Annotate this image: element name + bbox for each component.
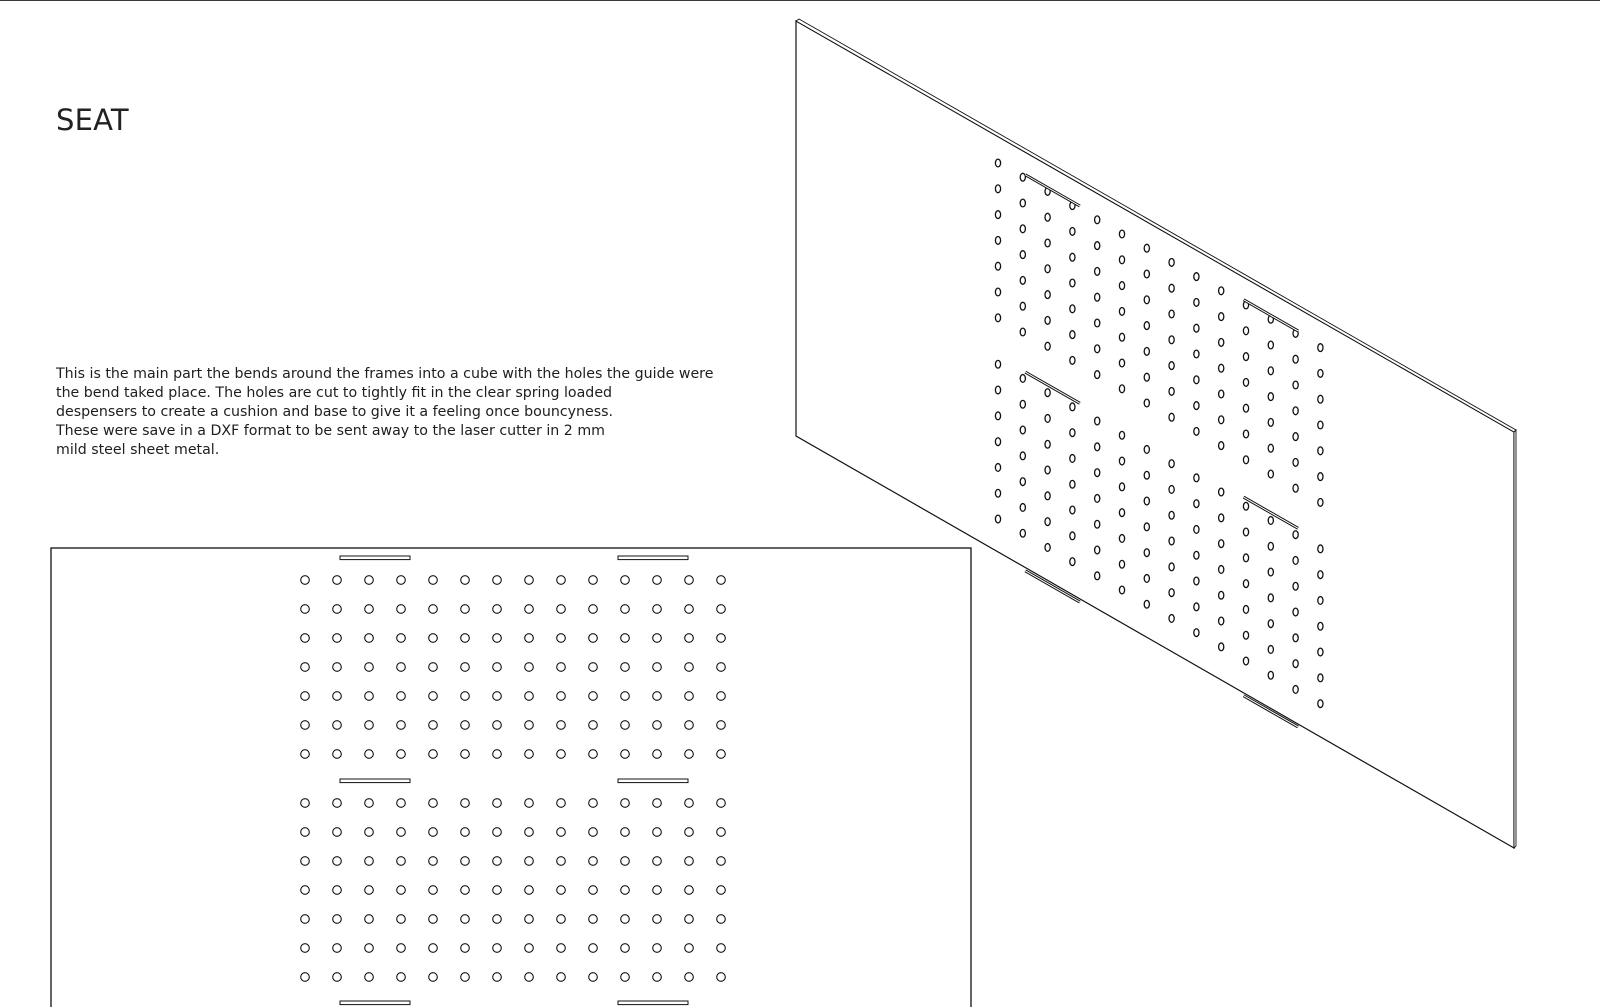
hole [429,692,438,701]
hole [685,634,694,643]
hole [717,692,726,701]
hole [621,799,630,808]
hole [685,576,694,585]
hole [365,828,374,837]
hole [685,799,694,808]
slot-middle [618,779,688,783]
hole [557,799,566,808]
hole [653,828,662,837]
hole [493,576,502,585]
hole [589,857,598,866]
hole [525,692,534,701]
hole [429,915,438,924]
hole [429,944,438,953]
hole [557,973,566,982]
hole [653,692,662,701]
hole [653,915,662,924]
hole [621,915,630,924]
hole [397,750,406,759]
hole [653,973,662,982]
hole [397,886,406,895]
hole [621,663,630,672]
hole [301,721,310,730]
hole [461,886,470,895]
hole [429,576,438,585]
hole [525,857,534,866]
hole [365,857,374,866]
hole [397,634,406,643]
slot-bottom [618,1001,688,1005]
hole [525,799,534,808]
hole [365,663,374,672]
hole [429,721,438,730]
flat-sheet-plan-view [51,548,971,1007]
hole [461,721,470,730]
hole [621,605,630,614]
hole [429,799,438,808]
hole [717,944,726,953]
hole [429,857,438,866]
hole [301,973,310,982]
description-line: the bend taked place. The holes are cut to tightly fit in the clear spring loaded [56,385,613,401]
hole [333,915,342,924]
description-line: despensers to create a cushion and base to give it a feeling once bouncyness. [56,404,614,420]
hole [653,663,662,672]
hole [557,721,566,730]
hole [589,944,598,953]
hole [589,692,598,701]
hole [365,721,374,730]
hole [429,886,438,895]
hole [621,721,630,730]
hole [397,828,406,837]
hole [589,886,598,895]
flat-sheet-outline [51,548,971,1007]
hole [621,828,630,837]
hole [493,634,502,643]
hole [493,886,502,895]
hole [557,692,566,701]
hole [557,915,566,924]
slot-bottom [340,1001,410,1005]
hole [429,973,438,982]
hole [717,799,726,808]
hole [493,721,502,730]
hole [525,605,534,614]
hole [525,944,534,953]
hole [493,973,502,982]
hole [301,634,310,643]
hole [301,576,310,585]
hole [557,857,566,866]
hole [717,973,726,982]
hole [301,605,310,614]
hole [461,605,470,614]
hole [685,886,694,895]
hole [589,750,598,759]
hole [589,973,598,982]
hole [685,857,694,866]
hole [557,663,566,672]
hole [429,634,438,643]
hole [333,576,342,585]
hole [525,634,534,643]
hole [493,857,502,866]
hole [653,944,662,953]
hole [493,605,502,614]
hole [461,692,470,701]
hole [365,692,374,701]
hole [461,634,470,643]
hole [333,799,342,808]
hole [333,663,342,672]
hole [493,692,502,701]
hole [365,634,374,643]
hole [365,944,374,953]
hole [333,692,342,701]
hole [493,750,502,759]
hole [429,828,438,837]
hole [493,828,502,837]
hole [557,944,566,953]
hole [717,576,726,585]
hole [557,886,566,895]
hole [365,605,374,614]
hole [717,605,726,614]
hole [429,663,438,672]
hole [589,634,598,643]
hole [365,576,374,585]
hole [397,857,406,866]
isometric-sheet-face [796,21,1514,848]
hole [493,799,502,808]
hole [621,634,630,643]
hole [461,973,470,982]
hole [525,915,534,924]
hole [397,663,406,672]
hole [397,944,406,953]
hole [685,750,694,759]
hole [333,721,342,730]
hole [301,886,310,895]
hole [397,576,406,585]
hole [621,750,630,759]
hole [557,828,566,837]
hole [621,886,630,895]
hole [685,973,694,982]
hole [365,799,374,808]
hole [333,973,342,982]
hole [461,857,470,866]
hole [717,886,726,895]
hole [621,944,630,953]
hole [493,915,502,924]
hole [589,721,598,730]
hole [461,576,470,585]
hole [653,857,662,866]
hole [621,692,630,701]
hole [493,944,502,953]
hole [685,663,694,672]
page-title: SEAT [56,103,129,137]
hole [397,973,406,982]
hole [397,692,406,701]
hole [333,750,342,759]
hole [301,692,310,701]
hole [557,576,566,585]
hole [525,973,534,982]
hole [301,857,310,866]
isometric-sheet-view [796,19,1516,848]
hole [717,750,726,759]
hole [461,750,470,759]
hole [685,915,694,924]
hole [461,944,470,953]
hole [653,799,662,808]
description-line: This is the main part the bends around the frames into a cube with the holes the guide were [56,366,714,382]
hole [621,576,630,585]
hole [653,750,662,759]
hole [717,915,726,924]
hole [685,721,694,730]
hole [333,634,342,643]
hole [397,799,406,808]
hole [301,828,310,837]
description-line: mild steel sheet metal. [56,442,220,458]
hole [429,750,438,759]
hole [685,944,694,953]
flat-sheet-slots [340,556,688,1005]
hole [589,663,598,672]
slot-top [618,556,688,560]
hole [301,799,310,808]
hole [525,828,534,837]
hole [525,750,534,759]
hole [461,663,470,672]
slot-middle [340,779,410,783]
description-line: These were save in a DXF format to be sent away to the laser cutter in 2 mm [56,423,605,439]
hole [557,605,566,614]
hole [557,634,566,643]
hole [589,605,598,614]
hole [301,663,310,672]
hole [589,576,598,585]
hole [653,576,662,585]
hole [717,663,726,672]
hole [301,750,310,759]
hole [397,915,406,924]
hole [301,915,310,924]
slot-top [340,556,410,560]
hole [717,828,726,837]
hole [685,605,694,614]
hole [461,799,470,808]
hole [685,828,694,837]
hole [653,634,662,643]
hole [365,750,374,759]
hole [397,605,406,614]
hole [397,721,406,730]
hole [685,692,694,701]
hole [525,663,534,672]
hole [589,828,598,837]
hole [365,886,374,895]
hole [301,944,310,953]
hole [621,973,630,982]
hole [589,915,598,924]
hole [525,721,534,730]
hole [589,799,598,808]
hole [557,750,566,759]
hole [461,828,470,837]
hole [717,634,726,643]
hole [333,828,342,837]
hole [333,886,342,895]
hole [333,944,342,953]
hole [525,886,534,895]
hole [717,857,726,866]
hole [653,605,662,614]
hole [525,576,534,585]
hole [621,857,630,866]
hole [365,915,374,924]
hole [333,605,342,614]
hole [653,886,662,895]
hole [493,663,502,672]
hole [461,915,470,924]
hole [717,721,726,730]
hole [653,721,662,730]
isometric-sheet-side-edge [1514,430,1516,848]
hole [333,857,342,866]
hole [365,973,374,982]
hole [429,605,438,614]
